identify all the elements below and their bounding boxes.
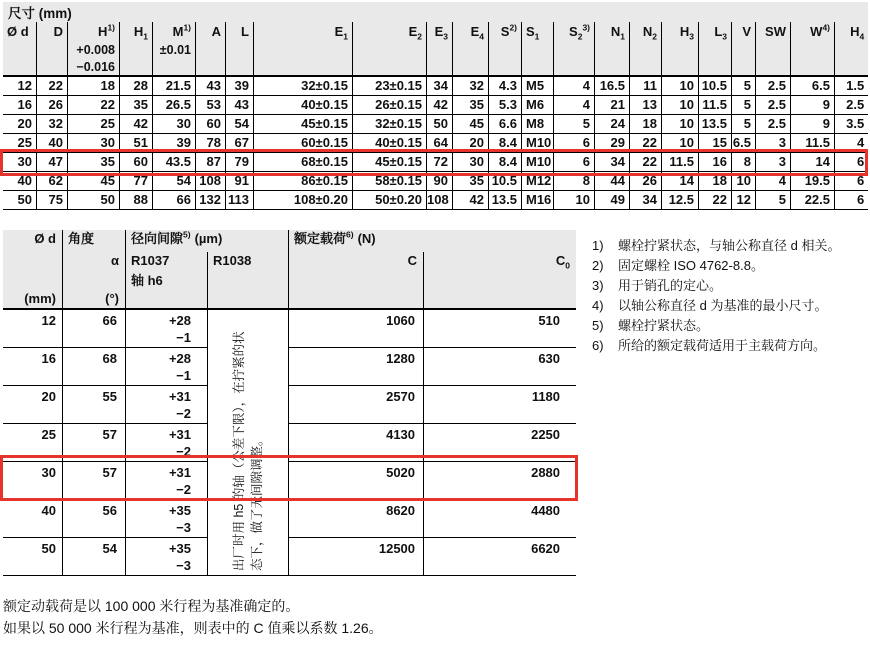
dim-cell: 132 (195, 191, 225, 210)
dim-cell: 6 (553, 134, 594, 153)
dim-cell: 6 (834, 172, 868, 191)
dim-cell: 5 (731, 77, 755, 96)
dim-cell: 62 (36, 172, 67, 191)
dim-cell: 10 (661, 115, 698, 134)
load-cell-c0: 2250 (423, 424, 576, 462)
load-cell-clearance: +35 −3 (125, 538, 207, 576)
col-tolerance (426, 43, 452, 60)
dimensions-title: 尺寸 (mm) (3, 2, 868, 22)
dim-cell: 75 (36, 191, 67, 210)
col-tolerance (195, 43, 225, 60)
load-row (3, 424, 576, 462)
dim-cell: 8.4 (488, 134, 521, 153)
dim-cell: 5 (731, 115, 755, 134)
load-table-header (3, 230, 576, 310)
load-cell-c: 8620 (288, 500, 423, 538)
col-header: $H_3$ (661, 22, 698, 43)
col-header: V (731, 22, 755, 43)
load-cell-c: 4130 (288, 424, 423, 462)
load-row (3, 310, 576, 348)
dim-cell: 10.5 (698, 77, 731, 96)
load-cell-c0: 2880 (423, 462, 576, 500)
load-cell-d: 50 (3, 538, 62, 576)
col-header: D (36, 22, 67, 43)
bottom-note (3, 595, 383, 639)
col-header-angle: 角度 (62, 230, 125, 252)
load-cell-c0: 1180 (423, 386, 576, 424)
bottom-note-line: 额定动载荷是以 100 000 米行程为基准确定的。 (3, 598, 300, 614)
dim-cell: 45±0.15 (352, 153, 426, 172)
col-tolerance: ±0.01 (152, 43, 195, 60)
dim-cell: 68±0.15 (253, 153, 352, 172)
load-row (3, 462, 576, 500)
unit-mm: (mm) (3, 290, 62, 310)
col-tolerance (834, 43, 868, 60)
col-header-r1038: R1038 (207, 252, 288, 272)
dim-cell: 23±0.15 (352, 77, 426, 96)
load-cell-d: 16 (3, 348, 62, 386)
col-header: $M^{1)}$ (152, 22, 195, 43)
dim-cell: 30 (452, 153, 488, 172)
dim-cell: 40±0.15 (352, 134, 426, 153)
dim-cell: 26.5 (152, 96, 195, 115)
dim-cell: 47 (36, 153, 67, 172)
col-header: $W^{4)}$ (790, 22, 834, 43)
dim-cell: 26 (36, 96, 67, 115)
col-tolerance (698, 43, 731, 60)
col-header-r1037: R1037 (125, 252, 207, 272)
dim-cell: M12 (521, 172, 553, 191)
dim-cell: 18 (629, 115, 661, 134)
col-header: $E_3$ (426, 22, 452, 43)
dim-cell: 30 (67, 134, 119, 153)
dim-cell: 51 (119, 134, 152, 153)
dim-cell: 60 (195, 115, 225, 134)
load-row (3, 500, 576, 538)
dim-cell: 10 (661, 134, 698, 153)
dim-cell: 6 (553, 153, 594, 172)
col-tolerance (488, 43, 521, 60)
col-tolerance (629, 60, 661, 77)
dim-cell: 43 (225, 96, 253, 115)
col-tolerance (253, 60, 352, 77)
dim-cell: 50 (3, 191, 36, 210)
col-tolerance (3, 43, 36, 60)
dim-cell: 39 (225, 77, 253, 96)
col-header: $S^{2)}$ (488, 22, 521, 43)
dim-cell: 42 (426, 96, 452, 115)
load-cell-angle: 68 (62, 348, 125, 386)
dim-cell: M10 (521, 153, 553, 172)
col-header: $N_1$ (594, 22, 629, 43)
footnotes (592, 236, 840, 356)
col-tolerance (521, 60, 553, 77)
dim-cell: 40 (3, 172, 36, 191)
col-tolerance (790, 60, 834, 77)
load-row (3, 348, 576, 386)
dim-cell: 6 (834, 153, 868, 172)
load-cell-c: 1280 (288, 348, 423, 386)
dim-cell: 2.5 (755, 96, 790, 115)
dim-cell: 18 (698, 172, 731, 191)
col-header: L (225, 22, 253, 43)
bottom-note-line: 如果以 50 000 米行程为基准，则表中的 C 值乘以系数 1.26。 (3, 620, 383, 636)
dim-cell: 91 (225, 172, 253, 191)
dim-cell: M16 (521, 191, 553, 210)
dimensions-row (3, 96, 868, 115)
dimensions-row (3, 191, 868, 210)
col-header-c0: $C_0$ (423, 252, 576, 272)
col-tolerance (225, 43, 253, 60)
col-tolerance: +0.008 (67, 43, 119, 60)
dim-cell: 13.5 (488, 191, 521, 210)
dim-cell: 44 (594, 172, 629, 191)
dimensions-table-header (3, 2, 868, 77)
col-tolerance (731, 60, 755, 77)
load-cell-angle: 54 (62, 538, 125, 576)
dim-cell: 5 (731, 96, 755, 115)
dim-cell: 86±0.15 (253, 172, 352, 191)
dim-cell: 108 (195, 172, 225, 191)
dim-cell: 78 (195, 134, 225, 153)
dim-cell: 35 (452, 96, 488, 115)
dim-cell: 6.6 (488, 115, 521, 134)
dim-cell: 12 (3, 77, 36, 96)
dim-cell: 6.5 (731, 134, 755, 153)
dim-cell: 40±0.15 (253, 96, 352, 115)
dim-cell: 21.5 (152, 77, 195, 96)
footnote: 3) 用于销孔的定心。 (592, 278, 723, 293)
dim-cell: 90 (426, 172, 452, 191)
dim-cell: 45±0.15 (253, 115, 352, 134)
dim-cell: 32 (452, 77, 488, 96)
dim-cell: 5 (553, 115, 594, 134)
load-cell-d: 40 (3, 500, 62, 538)
col-tolerance (119, 60, 152, 77)
dim-cell: 4 (553, 77, 594, 96)
dim-cell: 2.5 (834, 96, 868, 115)
col-header: $H^{1)}$ (67, 22, 119, 43)
dim-cell: 3 (755, 153, 790, 172)
load-cell-d: 30 (3, 462, 62, 500)
dimensions-row (3, 115, 868, 134)
col-tolerance (731, 43, 755, 60)
dim-cell: 32±0.15 (253, 77, 352, 96)
dim-cell: 4 (834, 134, 868, 153)
dim-cell: 108 (426, 191, 452, 210)
col-tolerance (755, 43, 790, 60)
dim-cell: 11 (629, 77, 661, 96)
dim-cell: 22 (36, 77, 67, 96)
dim-cell: 2.5 (755, 77, 790, 96)
col-tolerance (661, 43, 698, 60)
dim-cell: 49 (594, 191, 629, 210)
dim-cell: 108±0.20 (253, 191, 352, 210)
col-tolerance (225, 60, 253, 77)
dim-cell: 5 (755, 191, 790, 210)
load-cell-c0: 630 (423, 348, 576, 386)
dim-cell: 54 (152, 172, 195, 191)
col-tolerance (698, 60, 731, 77)
col-tolerance (594, 43, 629, 60)
dim-cell: 13.5 (698, 115, 731, 134)
footnote: 2) 固定螺栓 ISO 4762-8.8。 (592, 258, 764, 273)
dim-cell: 30 (152, 115, 195, 134)
dim-cell: M8 (521, 115, 553, 134)
col-tolerance (661, 60, 698, 77)
dim-cell: 67 (225, 134, 253, 153)
rotated-note: 出厂时用 h5 的轴（公差下限），在拧紧的状 态下，做了无间隙调整。 (232, 330, 264, 571)
dim-cell: 35 (119, 96, 152, 115)
col-header-alpha: α (62, 252, 125, 272)
dim-cell: 34 (594, 153, 629, 172)
dim-cell: 8.4 (488, 153, 521, 172)
dim-cell: 9 (790, 96, 834, 115)
footnote: 6) 所给的额定载荷适用于主载荷方向。 (592, 338, 827, 353)
col-tolerance (790, 43, 834, 60)
dim-cell: 35 (67, 153, 119, 172)
dim-cell: 2.5 (755, 115, 790, 134)
dim-cell: 13 (629, 96, 661, 115)
dim-cell: 22 (629, 134, 661, 153)
dim-cell: 10 (553, 191, 594, 210)
load-cell-clearance: +35 −3 (125, 500, 207, 538)
col-tolerance (36, 43, 67, 60)
dim-cell: 42 (119, 115, 152, 134)
dim-cell: 16 (3, 96, 36, 115)
dim-cell: 16 (698, 153, 731, 172)
col-tolerance (452, 60, 488, 77)
dim-cell: 25 (3, 134, 36, 153)
dim-cell: 10 (661, 77, 698, 96)
dim-cell: 21 (594, 96, 629, 115)
col-header-load: 额定载荷$^{6)}$ (N) (288, 230, 576, 252)
dim-cell: 11.5 (698, 96, 731, 115)
rotated-note-cell (207, 310, 288, 576)
dim-cell: 11.5 (661, 153, 698, 172)
dim-cell: 24 (594, 115, 629, 134)
col-header: Ø d (3, 22, 36, 43)
dim-cell: 34 (426, 77, 452, 96)
dimensions-row (3, 77, 868, 96)
col-header: $E_2$ (352, 22, 426, 43)
load-cell-angle: 66 (62, 310, 125, 348)
load-cell-clearance: +31 −2 (125, 462, 207, 500)
load-cell-c: 1060 (288, 310, 423, 348)
col-header: $E_4$ (452, 22, 488, 43)
dimensions-row (3, 134, 868, 153)
dim-cell: 45 (67, 172, 119, 191)
dimensions-row (3, 172, 868, 191)
dim-cell: 22 (629, 153, 661, 172)
dim-cell: 4.3 (488, 77, 521, 96)
dim-cell: 40 (36, 134, 67, 153)
dimensions-table (3, 2, 868, 210)
dim-cell: 60 (119, 153, 152, 172)
col-header: $N_2$ (629, 22, 661, 43)
load-cell-angle: 57 (62, 462, 125, 500)
col-tolerance (553, 60, 594, 77)
dim-cell: 4 (755, 172, 790, 191)
dim-cell: 64 (426, 134, 452, 153)
col-tolerance (488, 60, 521, 77)
col-header: SW (755, 22, 790, 43)
col-tolerance (195, 60, 225, 77)
col-header: $H_1$ (119, 22, 152, 43)
footnote: 5) 螺栓拧紧状态。 (592, 318, 710, 333)
dimensions-row (3, 153, 868, 172)
dim-cell: 20 (452, 134, 488, 153)
col-tolerance (755, 60, 790, 77)
dim-cell: 3.5 (834, 115, 868, 134)
dim-cell: 30 (3, 153, 36, 172)
dim-cell: 79 (225, 153, 253, 172)
dim-cell: 53 (195, 96, 225, 115)
dim-cell: M10 (521, 134, 553, 153)
col-header: $H_4$ (834, 22, 868, 43)
dim-cell: 11.5 (790, 134, 834, 153)
load-cell-angle: 55 (62, 386, 125, 424)
dim-cell: 43.5 (152, 153, 195, 172)
dim-cell: 9 (790, 115, 834, 134)
col-tolerance (553, 43, 594, 60)
dim-cell: 14 (661, 172, 698, 191)
load-cell-c0: 510 (423, 310, 576, 348)
dim-cell: M5 (521, 77, 553, 96)
col-tolerance (834, 60, 868, 77)
col-tolerance (521, 43, 553, 60)
dim-cell: 6 (834, 191, 868, 210)
load-cell-clearance: +28 −1 (125, 348, 207, 386)
dim-cell: 20 (3, 115, 36, 134)
dim-cell: 10 (731, 172, 755, 191)
col-header: $E_1$ (253, 22, 352, 43)
dim-cell: 42 (452, 191, 488, 210)
col-header-c: C (288, 252, 423, 272)
dim-cell: 58±0.15 (352, 172, 426, 191)
dim-cell: 39 (152, 134, 195, 153)
dim-cell: 5.3 (488, 96, 521, 115)
load-cell-clearance: +31 −2 (125, 386, 207, 424)
load-cell-c: 2570 (288, 386, 423, 424)
dim-cell: 28 (119, 77, 152, 96)
load-cell-c0: 4480 (423, 500, 576, 538)
load-cell-clearance: +31 −2 (125, 424, 207, 462)
dim-cell: 87 (195, 153, 225, 172)
col-header-shaft: 轴 h6 (125, 272, 207, 290)
dim-cell: 8 (731, 153, 755, 172)
dim-cell: 88 (119, 191, 152, 210)
dim-cell: 72 (426, 153, 452, 172)
dim-cell: 32 (36, 115, 67, 134)
footnote: 4) 以轴公称直径 d 为基准的最小尺寸。 (592, 298, 828, 313)
dim-cell: 8 (553, 172, 594, 191)
load-table (3, 230, 576, 576)
load-cell-d: 20 (3, 386, 62, 424)
dim-cell: 50±0.20 (352, 191, 426, 210)
load-cell-d: 25 (3, 424, 62, 462)
dim-cell: 22.5 (790, 191, 834, 210)
load-cell-angle: 57 (62, 424, 125, 462)
dim-cell: 35 (452, 172, 488, 191)
col-tolerance (36, 60, 67, 77)
footnote: 1) 螺栓拧紧状态，与轴公称直径 d 相关。 (592, 238, 841, 253)
dim-cell: 66 (152, 191, 195, 210)
dim-cell: 12 (731, 191, 755, 210)
load-cell-clearance: +28 −1 (125, 310, 207, 348)
col-tolerance (452, 43, 488, 60)
col-tolerance (352, 43, 426, 60)
load-cell-c0: 6620 (423, 538, 576, 576)
dim-cell: 12.5 (661, 191, 698, 210)
dim-cell: 22 (67, 96, 119, 115)
dim-cell: 10 (661, 96, 698, 115)
dim-cell: M6 (521, 96, 553, 115)
dim-cell: 16.5 (594, 77, 629, 96)
col-tolerance (629, 43, 661, 60)
col-tolerance (3, 60, 36, 77)
dim-cell: 29 (594, 134, 629, 153)
col-header: $L_3$ (698, 22, 731, 43)
load-cell-c: 12500 (288, 538, 423, 576)
col-tolerance (152, 60, 195, 77)
dim-cell: 77 (119, 172, 152, 191)
col-tolerance (426, 60, 452, 77)
dim-cell: 18 (67, 77, 119, 96)
col-tolerance (119, 43, 152, 60)
dim-cell: 50 (426, 115, 452, 134)
col-header-d: Ø d (3, 230, 62, 252)
dim-cell: 113 (225, 191, 253, 210)
unit-deg: (°) (62, 290, 125, 310)
dim-cell: 26 (629, 172, 661, 191)
dim-cell: 15 (698, 134, 731, 153)
load-cell-c: 5020 (288, 462, 423, 500)
load-row (3, 538, 576, 576)
dim-cell: 60±0.15 (253, 134, 352, 153)
dim-cell: 26±0.15 (352, 96, 426, 115)
col-header: $S_2^{3)}$ (553, 22, 594, 43)
dim-cell: 32±0.15 (352, 115, 426, 134)
dim-cell: 6.5 (790, 77, 834, 96)
load-cell-angle: 56 (62, 500, 125, 538)
col-tolerance (253, 43, 352, 60)
load-cell-d: 12 (3, 310, 62, 348)
col-tolerance (594, 60, 629, 77)
dim-cell: 4 (553, 96, 594, 115)
dim-cell: 14 (790, 153, 834, 172)
dim-cell: 25 (67, 115, 119, 134)
dim-cell: 22 (698, 191, 731, 210)
col-header: A (195, 22, 225, 43)
col-tolerance (352, 60, 426, 77)
col-header-clearance: 径向间隙$^{5)}$ (µm) (125, 230, 288, 252)
dim-cell: 3 (755, 134, 790, 153)
dim-cell: 50 (67, 191, 119, 210)
load-row (3, 386, 576, 424)
dim-cell: 45 (452, 115, 488, 134)
dim-cell: 43 (195, 77, 225, 96)
col-header: $S_1$ (521, 22, 553, 43)
dim-cell: 19.5 (790, 172, 834, 191)
dim-cell: 54 (225, 115, 253, 134)
dim-cell: 10.5 (488, 172, 521, 191)
col-tolerance: −0.016 (67, 60, 119, 77)
dim-cell: 34 (629, 191, 661, 210)
dim-cell: 1.5 (834, 77, 868, 96)
